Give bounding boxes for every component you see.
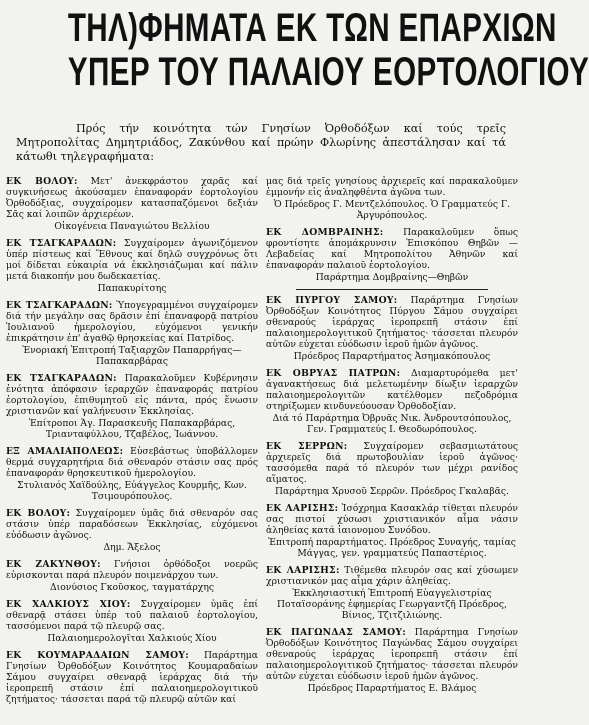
dispatch-origin: ΕΚ ΟΒΡΥΑΣ ΠΑΤΡΩΝ: xyxy=(266,368,401,379)
dispatch-text: Παρακαλοῦμεν Κυβέρνησιν ἑνότητα ἀπόφασιν ἱεραρχῶν ἐπαναφοράς πατρίου ἑορτολογίου, ἐπιθυμητοῦ εἰς πάντα, πρός ἕνωσιν χριστιανῶν καί γαλήνευσιν Ἐκκλησίας. xyxy=(6,373,259,417)
dispatch-signature: Οἰκογένεια Παναγιώτου Βελλίου xyxy=(54,221,210,232)
dispatch-text: Παράρτημα Γνησίων Ὀρθοδόξων Κοινότητος Πύργου Σάμου συγχαίρει σθεναρούς ἱεράρχας ἱεροπρεπῆ στάσιν ἐπί παλαιοημερολογιτικοῦ ζητήματος· τάσσεται πλευρόν αὐτῶν εὐχεται εὐόδωσιν ἱεροῦ ἡμῶν ἀγῶνος. xyxy=(266,295,518,350)
telegram-dispatch xyxy=(6,508,258,553)
dispatch-text: Συγχαίρομεν ὑμᾶς ἐπί σθεναρᾷ στάσει ὑπέρ τοῦ παλαιοῦ ἑορτολογίου, τασσόμενοι παρά τῷ πλευρῷ σας. xyxy=(6,599,258,632)
dispatch-body xyxy=(266,368,518,412)
telegram-dispatch xyxy=(266,227,518,283)
dispatch-signature: Ὁ Πρόεδρος Γ. Μεντζελόπουλος. Ὁ Γραμματεύς Γ. Ἀργυρόπουλος. xyxy=(273,199,511,221)
dispatch-origin: ΕΚ ΛΑΡΙΣΗΣ: xyxy=(266,503,339,514)
dispatch-signature: Ἐπιτροπή παραρτήματος. Πρόεδρος Συναγής, ταμίας Μάγγας, γεν. γραμματεύς Παπαστέριος. xyxy=(268,537,516,559)
dispatch-signature: Πρόεδρος Παραρτήματος Ἀσημακόπουλος xyxy=(293,351,491,362)
dispatch-signature: Ἐκκλησιαστική Ἐπιτροπή Εὐαγγελιστρίας Ποταϊσοράνης ἐφημερίας Γεωργαντζῆ Πρόεδρος, Βίνιος, Τζιτζιλιώνης. xyxy=(277,588,507,621)
dispatch-origin: ΕΚ ΔΟΜΒΡΑΙΝΗΣ: xyxy=(266,227,384,238)
telegram-dispatch xyxy=(6,176,258,232)
telegram-dispatch xyxy=(6,559,258,593)
telegram-dispatch xyxy=(266,295,518,362)
dispatch-origin: ΕΚ ΠΥΡΓΟΥ ΣΑΜΟΥ: xyxy=(266,295,398,306)
dispatch-origin: ΕΚ ΤΣΑΓΚΑΡΑΔΩΝ: xyxy=(6,373,117,384)
dispatch-origin: ΕΞ ΑΜΑΛΙΑΠΟΛΕΩΣ: xyxy=(6,446,124,457)
headline-line-2: ΥΠΕΡ ΤΟΥ ΠΑΛΑΙΟΥ ΕΟΡΤΟΛΟΓΙΟΥ xyxy=(67,50,589,94)
telegram-dispatch xyxy=(6,373,258,440)
dispatch-text: Συγχαίρομεν ὑμᾶς διά σθεναρόν σας στάσιν ὑπέρ παραδόσεων Ἐκκλησίας, εὐχόμενοι εὐόδωσιν ἀγῶνος. xyxy=(6,508,258,541)
dispatch-body xyxy=(266,441,518,485)
dispatch-origin: ΕΚ ΧΑΛΚΙΟΥΣ ΧΙΟΥ: xyxy=(6,599,131,610)
dispatch-body xyxy=(6,176,258,220)
dispatch-signature: Παράρτημα Δομβραίνης—Θηβῶν xyxy=(315,272,469,283)
telegram-dispatch xyxy=(266,176,518,221)
dispatch-text: μας διά τρεῖς γνησίους ἀρχιερεῖς καί παρακαλοῦμεν ἐμμονήν εἰς ἀναληφθέντα ἀγῶνα των. xyxy=(266,176,518,198)
dispatch-origin: ΕΚ ΣΕΡΡΩΝ: xyxy=(266,441,348,452)
dispatch-origin: ΕΚ ΖΑΚΥΝΘΟΥ: xyxy=(6,559,101,570)
dispatch-origin: ΕΚ ΤΣΑΓΚΑΡΑΔΩΝ: xyxy=(6,300,113,311)
dispatch-text: Διαμαρτυρόμεθα μετ' ἀγανακτήσεως διά μελετωμένην δίωξιν ἱεραρχῶν παλαιοημερολογιτῶν κατέλθομεν πεζοδρόμια στηρίξωμεν κινδυνεύουσαν Ὀρθοδοξίαν. xyxy=(266,368,518,412)
dispatch-origin: ΕΚ ΒΟΛΟΥ: xyxy=(6,508,71,519)
dispatch-signature: Παπακυρίτσης xyxy=(97,283,167,294)
dispatch-text: Ἰσόχρημα Κασακλάρ τίθεται πλευρόν σας πιστοί χύσωσι χριστιανικόν αἷμα νάσιν ἀληθείας κατά ἰαιονομου Συνόδου. xyxy=(266,503,519,536)
dispatch-signature: Παλαιοημερολογῖται Χαλκιούς Χίου xyxy=(47,633,217,644)
dispatch-text: Γνήσιοι ὀρθόδοξοι νοερῶς εὑρισκονται παρά πλευρόν ποιμενάρχου των. xyxy=(6,559,258,581)
telegram-dispatch xyxy=(6,599,258,644)
telegram-dispatch xyxy=(266,368,518,435)
dispatch-origin: ΕΚ ΤΣΑΓΚΑΡΑΔΩΝ: xyxy=(6,238,117,249)
telegram-dispatch xyxy=(266,441,518,497)
dispatch-text: Συγχαίρομεν σεβασμιωτάτους ἀρχιερεῖς διά πρωτοβουλίαν ἱεροῦ ἀγῶνος· τασσόμεθα παρά τό πλευρόν των μέχρι ρανίδος αἵματος. xyxy=(266,441,518,485)
dispatch-signature: Ἐνοριακή Ἐπιτροπή Ταξιαρχῶν Παπαρρήγας—Παπακαρβάρας xyxy=(22,345,242,367)
dispatch-body xyxy=(6,300,258,344)
dispatch-signature: Διονύσιος Γκοῦσκος, ταγματάρχης xyxy=(49,582,215,593)
dispatch-text: Μετ' ἀνεκφράστου χαρᾶς καί συγκινήσεως ἀκούσαμεν ἐπαναφοράν ἑορτολογίου Ὀρθοδόξιας, συγχαίρομεν κατασπαζόμενοι δεξιάν Σᾶς καί λοιπῶν ἀρχιερέων. xyxy=(6,176,258,220)
dispatch-body xyxy=(266,565,518,587)
dispatch-body xyxy=(266,176,518,198)
headline-line-1: ΤΗΛ)ΦΗΜΑΤΑ ΕΚ ΤΩΝ ΕΠΑΡΧΙΩΝ xyxy=(67,6,557,50)
dispatch-body xyxy=(6,508,258,541)
dispatch-text: Παρακαλοῦμεν ὅπως φροντίσητε ἀπομάκρυνσιν Ἐπισκόπου Θηβῶν — Λεβαδείας καί Μητροπολίτου Ἀθηνῶν καί ἐπαναφοράν παλαιοῦ ἑορτολογίου. xyxy=(266,227,518,271)
telegram-dispatch xyxy=(266,565,518,621)
dispatch-body xyxy=(266,627,518,682)
dispatch-signature: Ἐπίτροποι Ἁγ. Παρασκευῆς Παπακαρβάρας, Τριανταφύλλου, Τζαβέλος, Ἰωάννου. xyxy=(28,418,236,440)
dispatch-text: Παράρτημα Γνησίων Ὀρθοδόξων Κοινότητος Κουμαραδαίων Σάμου συγχαίρει σθεναρᾷ ἱεράρχας διά τήν ἱεροπρεπῆ στάσιν ἐπί παλαιοημερολογιτικοῦ ζητήματος· τάσσεται παρά τῷ πλευρῷ αὐτῶν καί xyxy=(6,650,258,705)
dispatch-signature: Στυλιανός Χαϊδούλης, Εὐάγγελος Κουρμῆς, Κων. Τσιμουρόπουλος. xyxy=(17,480,247,502)
dispatch-text: Εὐσεβάστως ὑποβάλλομεν θερμά συγχαρητήρια διά σθεναρόν στάσιν σας πρός ἐπαναφοράν θρησκευτικοῦ ἡμερολογίου. xyxy=(6,446,258,479)
telegram-dispatch xyxy=(6,446,258,502)
article-columns xyxy=(6,176,518,724)
dispatch-signature: Δημ. Ἄξελος xyxy=(103,542,161,553)
dispatch-signature: Πρόεδρος Παραρτήματος Ε. Βλάμος xyxy=(307,683,477,694)
dispatch-signature: Διά τό Παράρτημα Ὀβρυᾶς Νικ. Ἀνδρουτσόπουλος, Γεν. Γραμματεύς Ι. Θεοδωρόπουλος. xyxy=(272,413,512,435)
dispatch-text: Παράρτημα Γνησίων Ὀρθοδόξων Κοινότητος Παγώνδας Σάμου συγχαίρει σθεναρούς ἱεράρχας ἱεροπρεπῆ στάσιν ἐπί παλαιοημερολογιτικοῦ ζητήματος· τάσσεται πλευρόν αὐτῶν εὐχεται εὐόδωσιν ἱεροῦ ἡμῶν ἀγῶνος. xyxy=(266,627,518,682)
dispatch-body xyxy=(6,599,258,632)
dispatch-text: Τιθέμεθα πλευρόν σας καί χύσωμεν χριστιανικόν μας αἷμα χάριν ἀληθείας. xyxy=(266,565,519,587)
dispatch-body xyxy=(6,446,258,479)
dispatch-origin: ΕΚ ΠΑΓΩΝΔΑΣ ΣΑΜΟΥ: xyxy=(266,627,406,638)
section-divider xyxy=(296,289,488,290)
dispatch-text: Συγχαίρομεν ἀγωνιζόμενον ὑπέρ πίστεως καί Ἔθνους καί δηλῶ συγχρόνως ὅτι μοί δίδεται εὐκαιρία νά ἐκκλησιάζωμαι καί πάλιν μετά διακοπήν μου δωδεκαετίας. xyxy=(6,238,259,282)
dispatch-body xyxy=(6,238,258,282)
dispatch-origin: ΕΚ ΚΟΥΜΑΡΑΔΑΙΩΝ ΣΑΜΟΥ: xyxy=(6,650,189,661)
dispatch-body xyxy=(266,227,518,271)
column-right xyxy=(266,176,518,724)
dispatch-body xyxy=(266,503,518,536)
dispatch-body xyxy=(6,373,258,417)
dispatch-origin: ΕΚ ΒΟΛΟΥ: xyxy=(6,176,78,187)
telegram-dispatch xyxy=(6,238,258,294)
telegram-dispatch xyxy=(6,300,258,367)
dispatch-origin: ΕΚ ΛΑΡΙΣΗΣ: xyxy=(266,565,340,576)
dispatch-body xyxy=(266,295,518,350)
dispatch-text: Ὑπογεγραμμένοι συγχαίρομεν διά τήν μεγάλην σας δρᾶσιν ἐπί ἐπαναφορᾷ πατρίου Ἰουλιανοῦ ἡμερολογίου, εὐχόμενοι γενικήν ἐπικράτησιν ἐπ' ἀγαθῷ θρησκείας καί Πατρίδος. xyxy=(6,300,258,344)
dispatch-signature: Παράρτημα Χρυσοῦ Σερρῶν. Πρόεδρος Γκαλαβᾶς. xyxy=(275,486,509,497)
intro-paragraph: Πρός τήν κοινότητα τών Γνησίων Ὀρθοδόξων καί τούς τρεῖς Μητροπολίτας Δημητριάδος, Ζακύνθου καί πρώην Φλωρίνης ἀπεστάλησαν καί τά κάτωθι τηλεγραφήματα: xyxy=(16,122,506,163)
telegram-dispatch xyxy=(6,650,258,705)
dispatch-body xyxy=(6,559,258,581)
column-left xyxy=(6,176,258,724)
telegram-dispatch xyxy=(266,627,518,694)
telegram-dispatch xyxy=(266,503,518,559)
dispatch-body xyxy=(6,650,258,705)
